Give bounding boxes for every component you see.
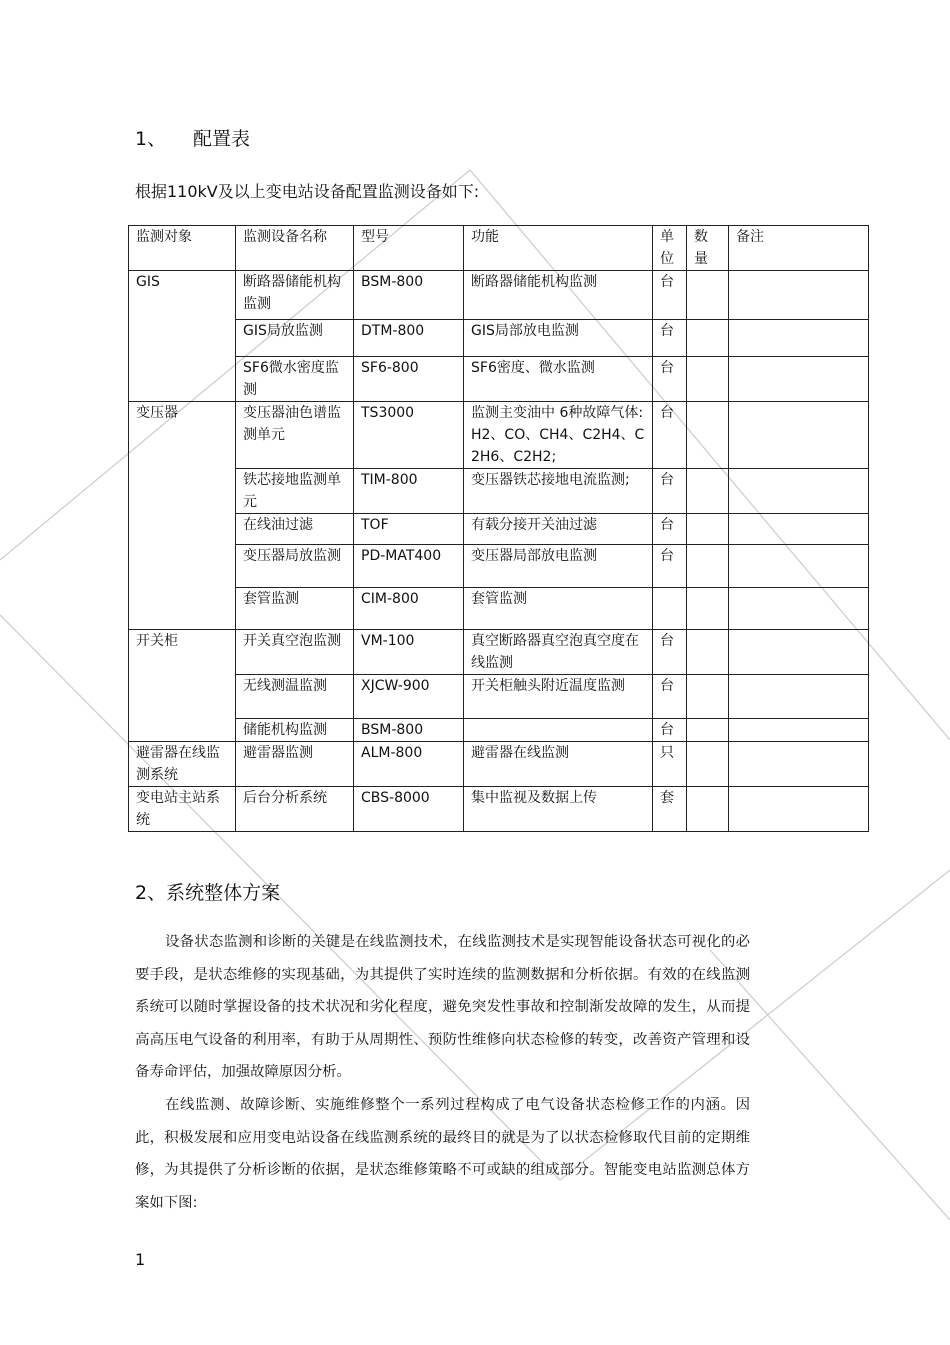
model-cell: BSM-800 (354, 271, 464, 320)
note-cell (729, 630, 869, 675)
qty-cell (687, 357, 729, 402)
qty-cell (687, 675, 729, 719)
device-cell: 铁芯接地监测单元 (236, 469, 354, 514)
note-cell (729, 469, 869, 514)
table-row (129, 469, 869, 514)
table-row (129, 514, 869, 545)
note-cell (729, 675, 869, 719)
unit-cell: 台 (653, 514, 687, 545)
model-cell: CBS-8000 (354, 787, 464, 832)
header-cell: 监测设备名称 (236, 226, 354, 271)
header-cell: 备注 (729, 226, 869, 271)
unit-cell: 只 (653, 742, 687, 787)
table-row (129, 787, 869, 832)
note-cell (729, 271, 869, 320)
unit-cell: 台 (653, 271, 687, 320)
note-cell (729, 514, 869, 545)
config-table (128, 225, 869, 832)
model-cell: SF6-800 (354, 357, 464, 402)
table-row (129, 719, 869, 742)
qty-cell (687, 271, 729, 320)
device-cell: 开关真空泡监测 (236, 630, 354, 675)
qty-cell (687, 719, 729, 742)
model-cell: TIM-800 (354, 469, 464, 514)
unit-cell: 台 (653, 719, 687, 742)
unit-cell: 套 (653, 787, 687, 832)
function-cell: 真空断路器真空泡真空度在线监测 (464, 630, 653, 675)
unit-cell: 台 (653, 675, 687, 719)
note-cell (729, 402, 869, 469)
header-cell: 单位 (653, 226, 687, 271)
unit-cell (653, 588, 687, 630)
model-cell: CIM-800 (354, 588, 464, 630)
object-cell: 变电站主站系统 (129, 787, 236, 832)
unit-cell: 台 (653, 320, 687, 357)
device-cell: 变压器油色谱监测单元 (236, 402, 354, 469)
unit-cell: 台 (653, 469, 687, 514)
function-cell (464, 719, 653, 742)
function-cell: 有载分接开关油过滤 (464, 514, 653, 545)
section2-heading: 2、系统整体方案 (135, 882, 281, 904)
unit-cell: 台 (653, 545, 687, 588)
table-row (129, 545, 869, 588)
note-cell (729, 787, 869, 832)
function-cell: GIS局部放电监测 (464, 320, 653, 357)
note-cell (729, 357, 869, 402)
device-cell: 储能机构监测 (236, 719, 354, 742)
note-cell (729, 320, 869, 357)
model-cell: ALM-800 (354, 742, 464, 787)
note-cell (729, 719, 869, 742)
unit-cell: 台 (653, 630, 687, 675)
header-cell: 型号 (354, 226, 464, 271)
qty-cell (687, 787, 729, 832)
device-cell: 断路器储能机构监测 (236, 271, 354, 320)
function-cell: SF6密度、微水监测 (464, 357, 653, 402)
note-cell (729, 588, 869, 630)
page-number: 1 (135, 1250, 146, 1269)
intro-text: 根据110kV及以上变电站设备配置监测设备如下: (135, 182, 480, 201)
qty-cell (687, 588, 729, 630)
model-cell: DTM-800 (354, 320, 464, 357)
model-cell: TOF (354, 514, 464, 545)
function-cell: 变压器局部放电监测 (464, 545, 653, 588)
device-cell: 无线测温监测 (236, 675, 354, 719)
function-cell: 变压器铁芯接地电流监测; (464, 469, 653, 514)
unit-cell: 台 (653, 357, 687, 402)
table-row (129, 320, 869, 357)
model-cell: XJCW-900 (354, 675, 464, 719)
device-cell: 套管监测 (236, 588, 354, 630)
function-cell: 避雷器在线监测 (464, 742, 653, 787)
function-cell: 套管监测 (464, 588, 653, 630)
section1-number: 1、 (135, 128, 167, 150)
qty-cell (687, 514, 729, 545)
header-cell: 功能 (464, 226, 653, 271)
qty-cell (687, 469, 729, 514)
paragraph-1: 设备状态监测和诊断的关键是在线监测技术，在线监测技术是实现智能设备状态可视化的必要手段，是状态维修的实现基础，为其提供了实时连续的监测数据和分析依据。有效的在线监测系统可以随时掌握设备的技术状况和劣化程度，避免突发性事故和控制渐发故障的发生，从而提高高压电气设备的利用率，有助于从周期性、预防性维修向状态检修的转变，改善资产管理和设备寿命评估，加强故障原因分析。 (135, 934, 750, 1081)
model-cell: BSM-800 (354, 719, 464, 742)
object-cell: GIS (129, 271, 236, 402)
table-row (129, 675, 869, 719)
function-cell: 集中监视及数据上传 (464, 787, 653, 832)
device-cell: SF6微水密度监测 (236, 357, 354, 402)
table-header-row (129, 226, 869, 271)
table-row (129, 742, 869, 787)
model-cell: TS3000 (354, 402, 464, 469)
device-cell: 避雷器监测 (236, 742, 354, 787)
qty-cell (687, 630, 729, 675)
table-row (129, 357, 869, 402)
device-cell: 变压器局放监测 (236, 545, 354, 588)
device-cell: 后台分析系统 (236, 787, 354, 832)
function-cell: 监测主变油中 6种故障气体: H2、CO、CH4、C2H4、C2H6、C2H2; (464, 402, 653, 469)
qty-cell (687, 545, 729, 588)
qty-cell (687, 742, 729, 787)
qty-cell (687, 402, 729, 469)
table-row (129, 630, 869, 675)
note-cell (729, 742, 869, 787)
header-cell: 数量 (687, 226, 729, 271)
function-cell: 开关柜触头附近温度监测 (464, 675, 653, 719)
device-cell: GIS局放监测 (236, 320, 354, 357)
model-cell: VM-100 (354, 630, 464, 675)
header-cell: 监测对象 (129, 226, 236, 271)
note-cell (729, 545, 869, 588)
device-cell: 在线油过滤 (236, 514, 354, 545)
qty-cell (687, 320, 729, 357)
table-row (129, 588, 869, 630)
function-cell: 断路器储能机构监测 (464, 271, 653, 320)
object-cell: 变压器 (129, 402, 236, 630)
table-row (129, 402, 869, 469)
section1-heading (135, 124, 250, 151)
paragraph-2: 在线监测、故障诊断、实施维修整个一系列过程构成了电气设备状态检修工作的内涵。因此，积极发展和应用变电站设备在线监测系统的最终目的就是为了以状态检修取代目前的定期维修，为其提供了分析诊断的依据，是状态维修策略不可或缺的组成部分。智能变电站监测总体方案如下图: (135, 1097, 750, 1211)
model-cell: PD-MAT400 (354, 545, 464, 588)
unit-cell: 台 (653, 402, 687, 469)
section1-title: 配置表 (193, 128, 251, 150)
object-cell: 避雷器在线监测系统 (129, 742, 236, 787)
object-cell: 开关柜 (129, 630, 236, 742)
table-row (129, 271, 869, 320)
